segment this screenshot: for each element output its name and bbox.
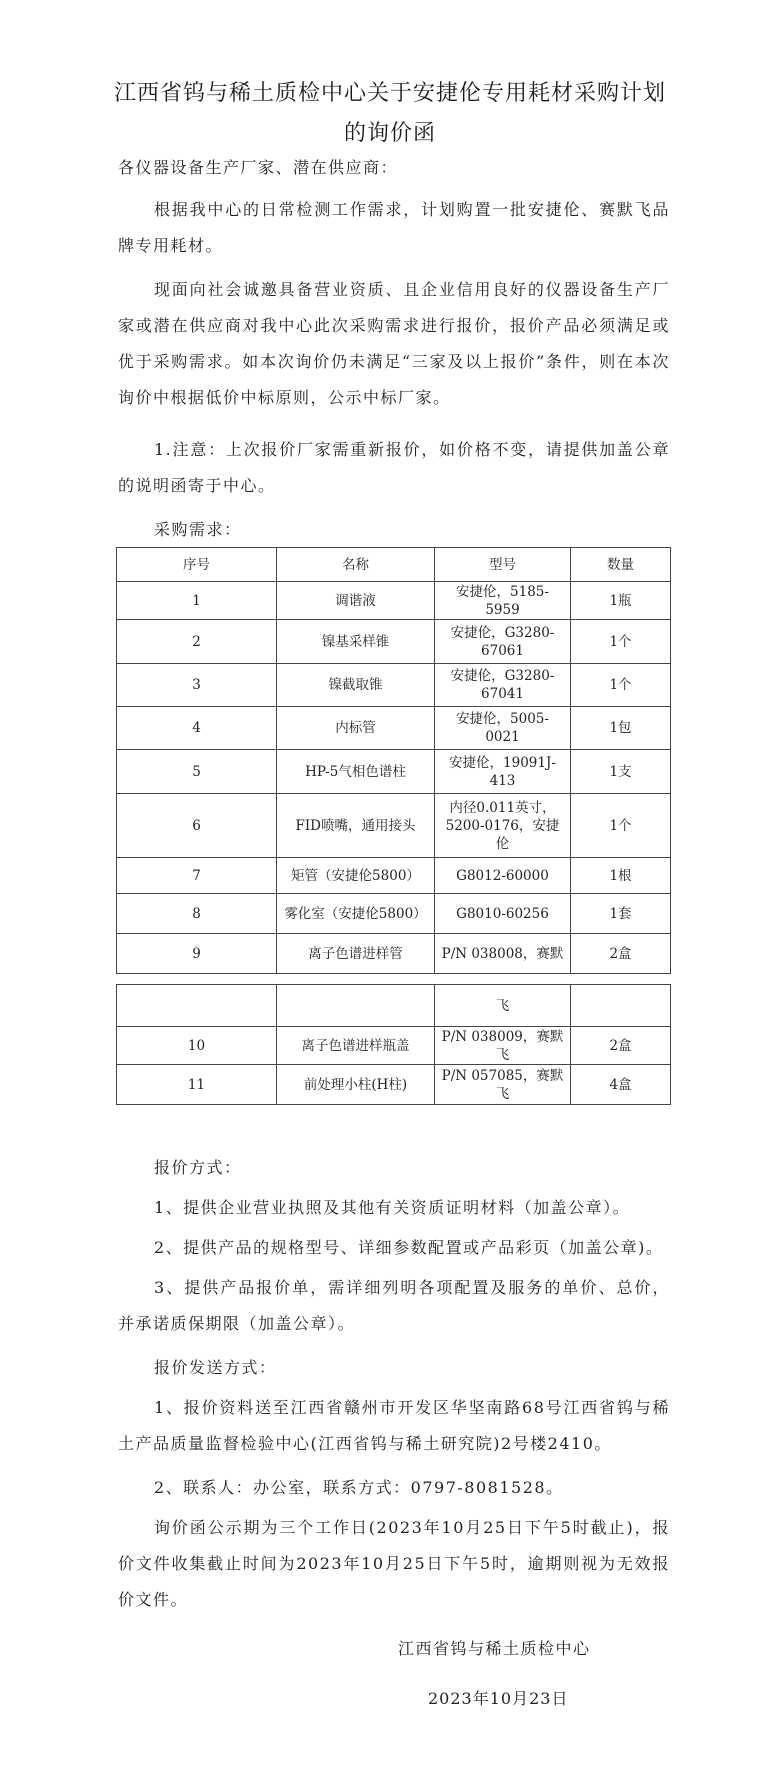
table-cell: 3 (117, 664, 277, 707)
table-cell: 4 (117, 707, 277, 750)
table-cell: 2盒 (571, 1027, 671, 1065)
table-cell: 1个 (571, 794, 671, 858)
table-cell: 1支 (571, 750, 671, 794)
header-cell: 数量 (571, 548, 671, 582)
table-cell: 7 (117, 858, 277, 894)
signature-org: 江西省钨与稀土质检中心 (398, 1639, 591, 1658)
table-cell: 9 (117, 934, 277, 974)
table-cell: 2 (117, 620, 277, 664)
table-cell: 8 (117, 894, 277, 934)
table-cell: 5 (117, 750, 277, 794)
table-cell (277, 985, 435, 1027)
table-cell (117, 985, 277, 1027)
table-row (117, 858, 671, 894)
requirements-heading: 采购需求： (154, 520, 242, 539)
paragraph-notice: 1.注意：上次报价厂家需重新报价，如价格不变，请提供加盖公章的说明函寄于中心。 (118, 440, 670, 495)
table-cell: G8012-60000 (435, 858, 571, 894)
table-cell: 内标管 (277, 707, 435, 750)
table-cell: 1个 (571, 664, 671, 707)
table-cell: 安捷伦，5005-0021 (435, 707, 571, 750)
table-row (117, 750, 671, 794)
table-cell: 飞 (435, 985, 571, 1027)
table-cell: G8010-60256 (435, 894, 571, 934)
table-cell: 安捷伦，19091J-413 (435, 750, 571, 794)
table-cell: 11 (117, 1065, 277, 1105)
table-cell: 安捷伦，5185-5959 (435, 582, 571, 620)
table-cell: 雾化室（安捷伦5800） (277, 894, 435, 934)
salutation: 各仪器设备生产厂家、潜在供应商： (118, 158, 399, 177)
quote-method-item: 2、提供产品的规格型号、详细参数配置或产品彩页（加盖公章)。 (154, 1238, 664, 1257)
deadline-paragraph: 询价函公示期为三个工作日(2023年10月25日下午5时截止)，报价文件收集截止时间为2023年10月25日下午5时，逾期则视为无效报价文件。 (118, 1518, 670, 1609)
table-cell: 2盒 (571, 934, 671, 974)
paragraph-purpose: 根据我中心的日常检测工作需求，计划购置一批安捷伦、赛默飞品牌专用耗材。 (118, 200, 670, 255)
header-cell: 名称 (277, 548, 435, 582)
table-row (117, 1027, 671, 1065)
table-row (117, 582, 671, 620)
table-cell: 离子色谱进样管 (277, 934, 435, 974)
send-method-item: 1、报价资料送至江西省赣州市开发区华坚南路68号江西省钨与稀土产品质量监督检验中心(江西省钨与稀土研究院)2号楼2410。 (118, 1398, 670, 1453)
requirements-table-continued (116, 984, 671, 1105)
table-cell: 镍基采样锥 (277, 620, 435, 664)
table-cell: 6 (117, 794, 277, 858)
send-method-heading: 报价发送方式： (154, 1358, 277, 1377)
table-row (117, 707, 671, 750)
requirements-table (116, 547, 671, 974)
table-row (117, 934, 671, 974)
table-row (117, 1065, 671, 1105)
quote-method-item: 1、提供企业营业执照及其他有关资质证明材料（加盖公章）。 (154, 1198, 631, 1217)
table-row (117, 664, 671, 707)
quote-method-item: 3、提供产品报价单，需详细列明各项配置及服务的单价、总价，并承诺质保期限（加盖公章）。 (118, 1278, 670, 1333)
table-cell: 1个 (571, 620, 671, 664)
table-cell (571, 985, 671, 1027)
table-cell: 镍截取锥 (277, 664, 435, 707)
table-row (117, 794, 671, 858)
table-cell: 1包 (571, 707, 671, 750)
table-cell: 1根 (571, 858, 671, 894)
table-row (117, 894, 671, 934)
table-cell: 调谐液 (277, 582, 435, 620)
quote-method-heading: 报价方式： (154, 1158, 242, 1177)
header-cell: 型号 (435, 548, 571, 582)
send-method-item: 2、联系人：办公室，联系方式：0797-8081528。 (154, 1478, 564, 1497)
table-cell: 1套 (571, 894, 671, 934)
table-cell: 安捷伦，G3280-67041 (435, 664, 571, 707)
table-row (117, 620, 671, 664)
signature-date: 2023年10月23日 (428, 1689, 569, 1708)
table-cell: 离子色谱进样瓶盖 (277, 1027, 435, 1065)
table-cell: 10 (117, 1027, 277, 1065)
table-cell: FID喷嘴，通用接头 (277, 794, 435, 858)
table-cell: 内径0.011英寸，5200-0176，安捷伦 (435, 794, 571, 858)
table-cell: P/N 057085，赛默飞 (435, 1065, 571, 1105)
page-title: 江西省钨与稀土质检中心关于安捷伦专用耗材采购计划的询价函 (113, 81, 666, 146)
table-cell: P/N 038008，赛默 (435, 934, 571, 974)
table-cell: 安捷伦，G3280-67061 (435, 620, 571, 664)
table-cell: 前处理小柱(H柱) (277, 1065, 435, 1105)
table-cell: P/N 038009，赛默飞 (435, 1027, 571, 1065)
table-cell: 矩管（安捷伦5800） (277, 858, 435, 894)
table-cell: 1 (117, 582, 277, 620)
table-cell: 1瓶 (571, 582, 671, 620)
table-header-row (117, 548, 671, 582)
paragraph-invitation: 现面向社会诚邀具备营业资质、且企业信用良好的仪器设备生产厂家或潜在供应商对我中心此次采购需求进行报价，报价产品必须满足或优于采购需求。如本次询价仍未满足“三家及以上报价”条件，则在本次询价中根据低价中标原则，公示中标厂家。 (118, 280, 670, 407)
header-cell: 序号 (117, 548, 277, 582)
table-cell: 4盒 (571, 1065, 671, 1105)
table-row (117, 985, 671, 1027)
table-cell: HP-5气相色谱柱 (277, 750, 435, 794)
